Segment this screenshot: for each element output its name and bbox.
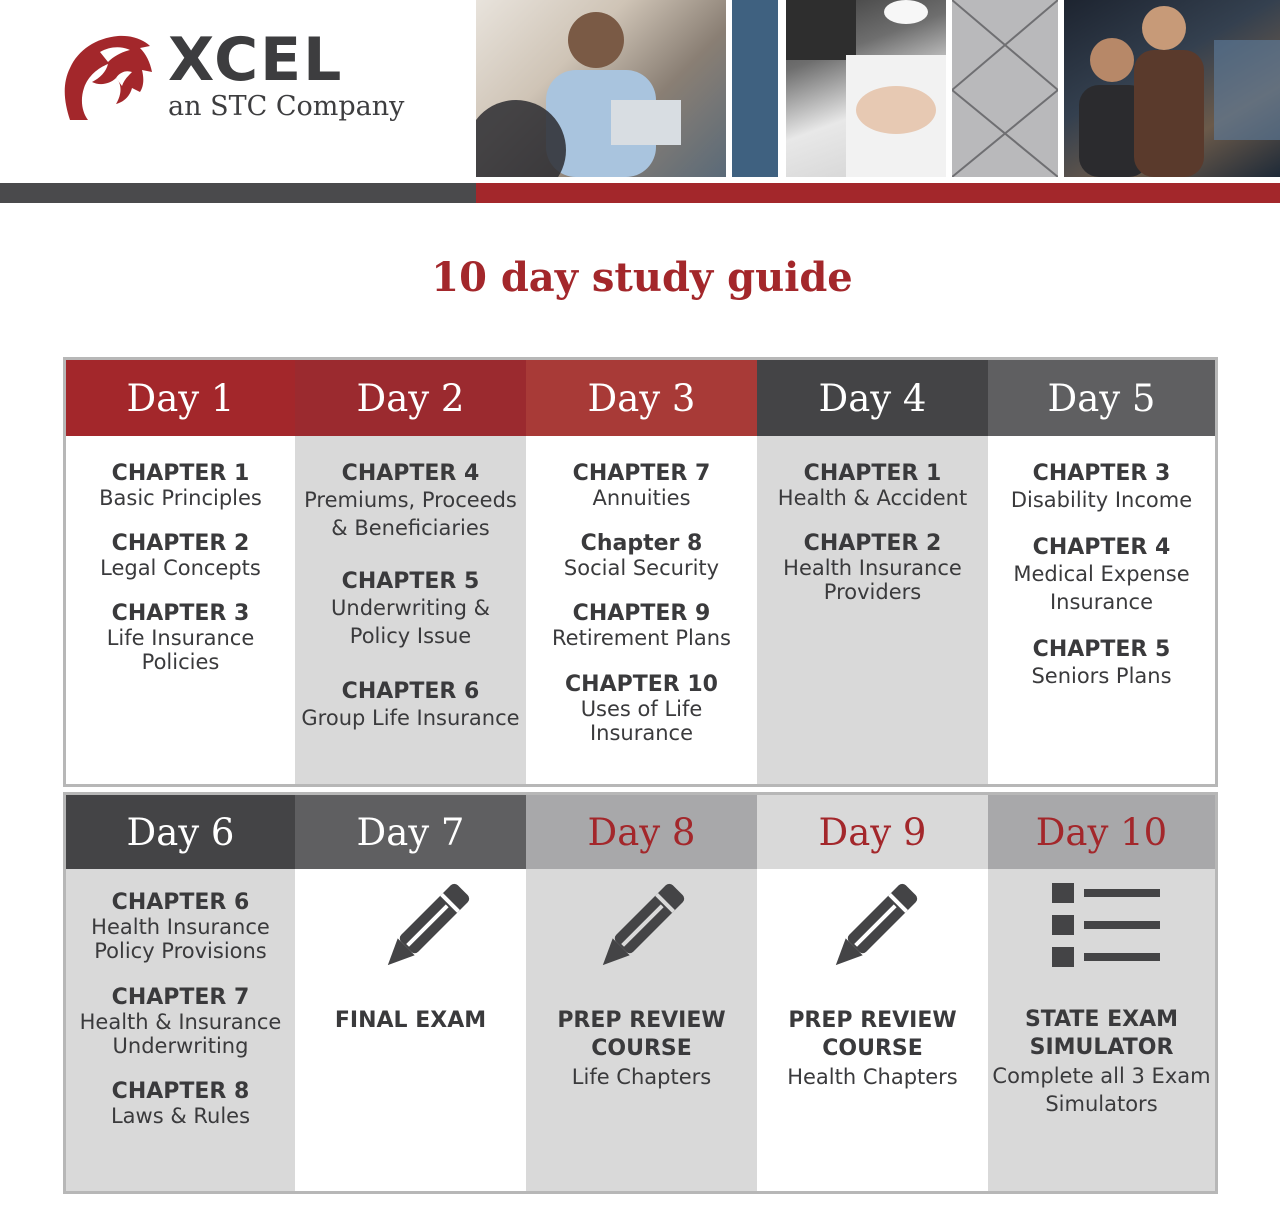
chapter-title: Basic Principles <box>99 486 262 510</box>
chapter-number: Chapter 8 <box>580 531 703 556</box>
study-grid-week-2 <box>63 792 1218 1194</box>
review-subtitle: Health Chapters <box>787 1065 958 1089</box>
photo-meeting <box>476 0 726 177</box>
day-3-column <box>526 360 757 784</box>
simulator-subtitle: Complete all 3 Exam <box>992 1064 1211 1088</box>
day-7-header: Day 7 <box>295 795 526 869</box>
chapter-number: CHAPTER 5 <box>341 569 480 594</box>
chapter-title: Policy Issue <box>349 624 472 648</box>
chapter-number: CHAPTER 5 <box>1032 637 1171 662</box>
chapter-entry <box>66 602 295 674</box>
chapter-title: Legal Concepts <box>100 556 261 580</box>
chapter-title: Life Insurance <box>106 626 255 650</box>
chapter-entry <box>988 638 1215 690</box>
chapter-title: Laws & Rules <box>110 1104 251 1128</box>
chapter-title: Policies <box>141 650 220 674</box>
chapter-title: Group Life Insurance <box>301 706 520 730</box>
chapter-entry <box>295 462 526 542</box>
chapter-number: CHAPTER 4 <box>341 461 480 486</box>
day-9-body <box>757 869 988 1191</box>
day-2-header: Day 2 <box>295 360 526 436</box>
study-grid-week-1 <box>63 357 1218 787</box>
day-7-body <box>295 869 526 1191</box>
exam-entry <box>295 1007 526 1035</box>
review-title: COURSE <box>822 1036 923 1061</box>
day-1-header: Day 1 <box>66 360 295 436</box>
day-4-header: Day 4 <box>757 360 988 436</box>
chapter-number: CHAPTER 6 <box>111 890 250 915</box>
review-title: PREP REVIEW <box>788 1008 957 1033</box>
review-title: PREP REVIEW <box>557 1008 726 1033</box>
chapter-entry <box>526 462 757 510</box>
chapter-number: CHAPTER 1 <box>803 461 942 486</box>
day-8-header: Day 8 <box>526 795 757 869</box>
simulator-title: SIMULATOR <box>1029 1035 1174 1060</box>
day-1-body <box>66 436 295 784</box>
simulator-title: STATE EXAM <box>1024 1007 1179 1032</box>
day-5-column <box>988 360 1215 784</box>
chapter-title: Insurance <box>1049 590 1154 614</box>
chapter-entry <box>66 532 295 580</box>
chapter-entry <box>295 570 526 650</box>
exam-title: FINAL EXAM <box>334 1008 487 1033</box>
chapter-number: CHAPTER 3 <box>111 601 250 626</box>
brand-name: XCEL <box>168 25 344 95</box>
simulator-entry <box>988 1006 1215 1118</box>
chapter-title: Health Insurance <box>783 556 962 580</box>
chapter-number: CHAPTER 2 <box>803 531 942 556</box>
list-icon <box>1052 883 1162 973</box>
chapter-number: CHAPTER 2 <box>111 531 250 556</box>
chapter-title: Premiums, Proceeds <box>304 488 517 512</box>
photo-notebook <box>786 0 946 177</box>
day-9-column <box>757 795 988 1191</box>
chapter-title: Medical Expense <box>1013 562 1190 586</box>
chapter-title: Retirement Plans <box>552 626 731 650</box>
chapter-entry <box>757 462 988 510</box>
chapter-title: Health & Insurance <box>79 1010 282 1034</box>
chapter-entry <box>526 673 757 745</box>
chapter-title: Seniors Plans <box>1031 664 1172 688</box>
page-title: 10 day study guide <box>431 254 853 301</box>
chapter-number: CHAPTER 1 <box>111 461 250 486</box>
day-10-body <box>988 869 1215 1191</box>
review-entry <box>757 1007 988 1091</box>
day-2-column <box>295 360 526 784</box>
brand-tagline: an STC Company <box>168 91 405 122</box>
day-8-column <box>526 795 757 1191</box>
photo-blue-panel <box>732 0 778 177</box>
chapter-entry <box>526 532 757 580</box>
horse-head-logo-icon <box>60 32 156 122</box>
day-8-body <box>526 869 757 1191</box>
photo-team-screens <box>1064 0 1280 177</box>
photo-pattern <box>952 0 1058 177</box>
day-4-column <box>757 360 988 784</box>
chapter-title: & Beneficiaries <box>331 516 490 540</box>
chapter-title: Disability Income <box>1010 488 1193 512</box>
chapter-entry <box>66 891 295 963</box>
simulator-subtitle: Simulators <box>1045 1092 1158 1116</box>
day-7-column <box>295 795 526 1191</box>
chapter-entry <box>295 680 526 732</box>
chapter-entry <box>526 602 757 650</box>
chapter-title: Policy Provisions <box>94 939 267 963</box>
day-2-body <box>295 436 526 784</box>
chapter-number: CHAPTER 8 <box>111 1079 250 1104</box>
chapter-title: Annuities <box>592 486 691 510</box>
review-title: COURSE <box>591 1036 692 1061</box>
day-6-header: Day 6 <box>66 795 295 869</box>
chapter-number: CHAPTER 4 <box>1032 535 1171 560</box>
chapter-title: Underwriting & <box>331 596 490 620</box>
chapter-number: CHAPTER 9 <box>572 601 711 626</box>
chapter-title: Uses of Life <box>580 697 703 721</box>
day-5-body <box>988 436 1215 784</box>
chapter-title: Health & Accident <box>777 486 968 510</box>
day-6-body <box>66 869 295 1191</box>
day-5-header: Day 5 <box>988 360 1215 436</box>
header-divider-gray <box>0 183 476 203</box>
day-4-body <box>757 436 988 784</box>
header-divider-red <box>476 183 1280 203</box>
chapter-entry <box>66 986 295 1058</box>
chapter-number: CHAPTER 6 <box>341 679 480 704</box>
day-1-column <box>66 360 295 784</box>
pencil-icon <box>381 881 471 973</box>
chapter-number: CHAPTER 7 <box>572 461 711 486</box>
day-9-header: Day 9 <box>757 795 988 869</box>
chapter-number: CHAPTER 7 <box>111 985 250 1010</box>
chapter-entry <box>988 462 1215 514</box>
chapter-title: Providers <box>823 580 922 604</box>
chapter-title: Insurance <box>589 721 694 745</box>
chapter-entry <box>66 1080 295 1128</box>
review-entry <box>526 1007 757 1091</box>
chapter-entry <box>66 462 295 510</box>
day-3-header: Day 3 <box>526 360 757 436</box>
day-6-column <box>66 795 295 1191</box>
chapter-number: CHAPTER 3 <box>1032 461 1171 486</box>
chapter-entry <box>757 532 988 604</box>
day-3-body <box>526 436 757 784</box>
header <box>0 0 1280 180</box>
header-photo-strip <box>476 0 1280 177</box>
day-10-column <box>988 795 1215 1191</box>
logo <box>60 25 420 130</box>
day-10-header: Day 10 <box>988 795 1215 869</box>
chapter-title: Health Insurance <box>91 915 270 939</box>
chapter-title: Social Security <box>563 556 720 580</box>
chapter-number: CHAPTER 10 <box>565 672 718 697</box>
pencil-icon <box>596 881 686 973</box>
chapter-title: Underwriting <box>112 1034 249 1058</box>
pencil-icon <box>829 881 919 973</box>
chapter-entry <box>988 536 1215 616</box>
review-subtitle: Life Chapters <box>571 1065 712 1089</box>
